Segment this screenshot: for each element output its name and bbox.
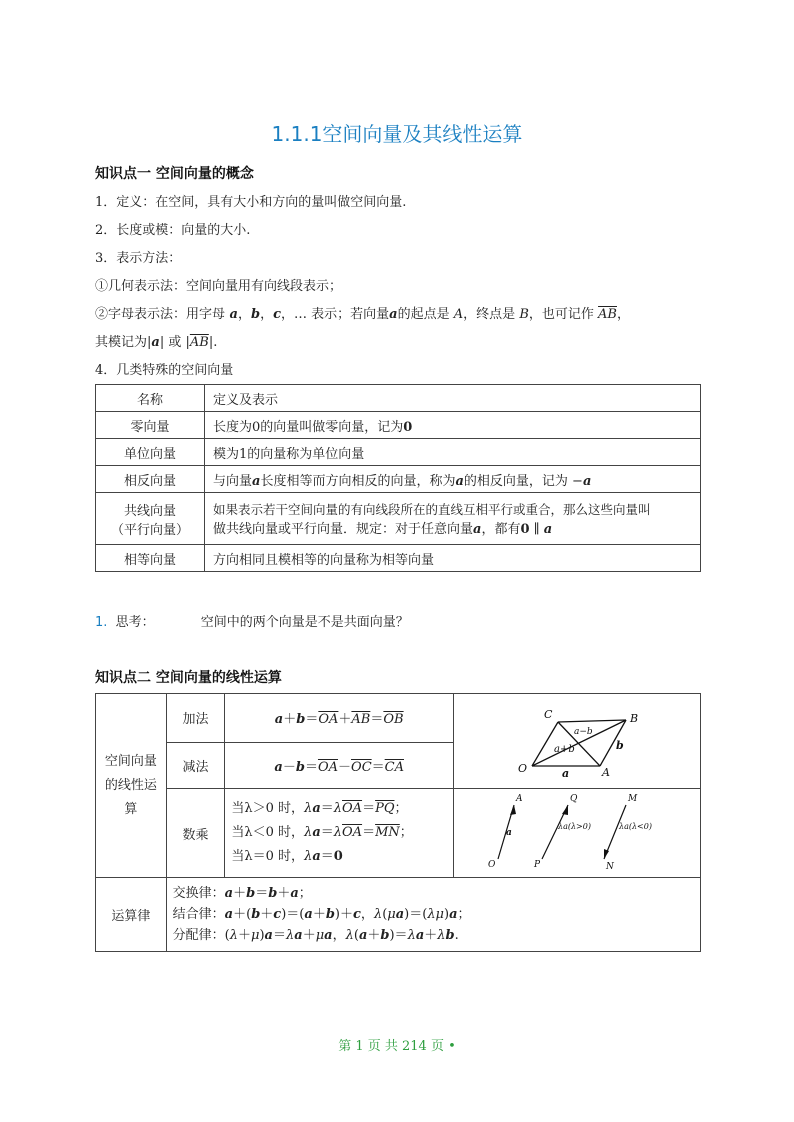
label-b: B [630,712,639,725]
table-header-name: 名称 [96,385,205,412]
letter-end: ，终点是 [463,307,516,322]
label-o: O [518,762,528,775]
row-def: 模为1的向量称为单位向量 [205,439,701,466]
length-line: 2．长度或模：向量的大小. [95,223,251,238]
letter-mid: 表示；若向量 [311,307,390,322]
row-name: 共线向量 （平行向量） [96,493,205,545]
mul-formulas: 当λ＞0 时，$\lambda a=\lambda\overline{OA}=\overline{PQ}$； 当λ＜0 时，$\lambda a=\lambda\overline{OA}=\overline{MN}$； 当λ＝0 时，λa＝0 [225,789,454,878]
letter-post: 的起点是 [397,307,450,322]
table-header-def: 定义及表示 [205,385,701,412]
figure-add-sub [454,694,701,789]
think-label: 思考： [115,615,155,630]
page-title: 1.1.1空间向量及其线性运算 [271,122,523,146]
group-cell: 空间向量的线性运算 [96,694,167,878]
repr-line: 3．表示方法： [95,251,182,266]
geo-repr-line: ①几何表示法：空间向量用有向线段表示； [95,279,343,294]
add-formula: $a+b=\overline{OA}+\overline{AB}=\overline{OB}$ [225,694,454,743]
pq-arrowhead [562,805,568,815]
letter-pre: ②字母表示法：用字母 [95,307,226,322]
table-row [96,439,701,466]
label-p: P [534,860,541,870]
label-neg: λa(λ<0) [619,822,652,831]
page-footer: 第 1 页 共 214 页 • [338,1039,456,1054]
label-c: C [544,708,553,721]
think-question [95,611,409,630]
linear-ops-table [95,693,701,952]
add-label: 加法 [166,694,225,743]
scalar-mult-diagram [454,789,700,873]
think-text: 空间中的两个向量是不是共面向量？ [200,615,409,630]
letter-tail: ，也可记作 [528,307,594,322]
label-m: M [628,794,638,804]
cb-line [558,720,626,722]
laws-label: 运算律 [96,878,167,952]
figure-mul [454,789,701,878]
row-def: 方向相同且模相等的向量称为相等向量 [205,545,701,572]
section2-heading: 知识点二 空间向量的线性运算 [95,670,282,686]
label-apb: a+b [554,744,575,755]
label-q: Q [570,794,578,804]
row-name: 单位向量 [96,439,205,466]
section1-heading: 知识点一 空间向量的概念 [95,166,254,182]
mod-or: 或 [168,335,182,350]
label-vec-a: a [562,767,570,780]
modulus-line: 其模记为|a| 或 $|\overline{AB}|$. [95,335,218,350]
mod-pre: 其模记为 [95,335,148,350]
label-a: A [602,766,610,779]
row-name: 零向量 [96,412,205,439]
laws-content: 交换律：a＋b＝b＋a； 结合律：a＋(b＋c)＝(a＋b)＋c，λ(μa)＝(λμ)a； 分配律：(λ＋μ)a＝λa＋μa，λ(a＋b)＝λa＋λb. [166,878,700,952]
letter-repr-line: ②字母表示法：用字母 a，b，c，… 表示；若向量a的起点是 A，终点是 B，也可记作 $\overline{AB}$， [95,307,630,322]
label-amb: a−b [574,727,593,737]
mn-arrowhead [604,849,609,859]
label-pos: λa(λ>0) [558,822,591,831]
special-vectors-table [95,384,701,572]
special-line: 4．几类特殊的空间向量 [95,363,234,378]
label-vec-b: b [616,739,624,752]
table-row [96,545,701,572]
table-row [96,493,701,545]
row-def: 与向量a长度相等而方向相反的向量，称为a的相反向量，记为 −a [205,466,701,493]
label-vec-a2: a [506,828,512,838]
row-name: 相等向量 [96,545,205,572]
label-o2: O [488,860,496,870]
table-row [96,466,701,493]
mul-label: 数乘 [166,789,225,878]
sub-label: 减法 [166,742,225,789]
row-name: 相反向量 [96,466,205,493]
parallelogram-diagram [454,694,700,784]
label-a2: A [516,794,523,804]
row-def: 如果表示若干空间向量的有向线段所在的直线互相平行或重合，那么这些向量叫 做共线向量或平行向量．规定：对于任意向量a，都有0 ∥ a [205,493,701,545]
think-number: 1. [95,615,108,630]
label-n: N [606,862,614,872]
row-def: 长度为0的向量叫做零向量，记为0 [205,412,701,439]
sub-formula: $a-b=\overline{OA}-\overline{OC}=\overline{CA}$ [225,742,454,789]
table-row [96,412,701,439]
definition-line: 1．定义：在空间，具有大小和方向的量叫做空间向量. [95,195,407,210]
